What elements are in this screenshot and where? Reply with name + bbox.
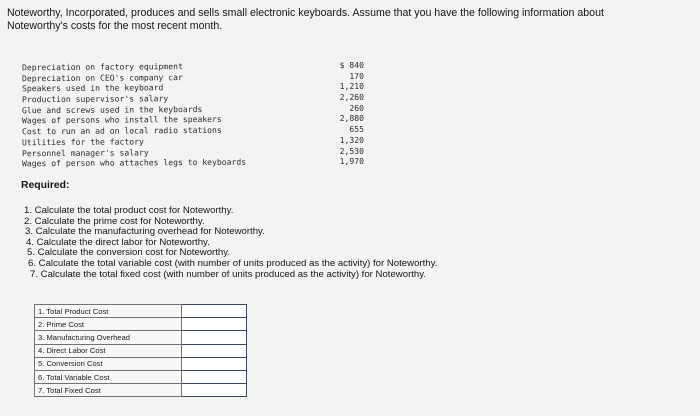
cost-item-label: Wages of persons who install the speakers <box>21 114 222 126</box>
cost-item-value: 2,530 <box>339 145 365 156</box>
answer-row-label: 5. Conversion Cost <box>35 357 182 370</box>
answer-input-total-variable-cost[interactable] <box>182 370 247 383</box>
question-item: 3. Calculate the manufacturing overhead for Noteworthy. <box>25 226 265 238</box>
question-item: 6. Calculate the total variable cost (with number of units produced as the activity) for Noteworthy. <box>28 257 438 269</box>
answer-input-manufacturing-overhead[interactable] <box>182 331 247 344</box>
answer-table <box>34 304 247 397</box>
answer-row-label: 4. Direct Labor Cost <box>35 344 182 357</box>
cost-item-value: 260 <box>349 102 365 113</box>
cost-item-value: 170 <box>349 70 365 81</box>
answer-row <box>35 305 247 318</box>
cost-item-label: Speakers used in the keyboard <box>21 82 164 94</box>
cost-item-value: 1,970 <box>339 156 365 167</box>
cost-item-value: $ 840 <box>339 59 365 71</box>
question-item: 1. Calculate the total product cost for Noteworthy. <box>24 205 234 216</box>
cost-item <box>22 156 372 169</box>
cost-item-value: 2,260 <box>339 91 365 103</box>
cost-item-label: Wages of person who attaches legs to keyboards <box>21 156 247 169</box>
answer-row-label: 1. Total Product Cost <box>35 305 182 318</box>
required-heading: Required: <box>21 180 70 191</box>
cost-item-label: Cost to run an ad on local radio stations <box>21 124 222 137</box>
answer-input-total-fixed-cost[interactable] <box>182 384 247 397</box>
answer-input-conversion-cost[interactable] <box>182 357 247 370</box>
cost-item-label: Utilities for the factory <box>21 136 144 148</box>
cost-item-label: Depreciation on factory equipment <box>21 61 183 73</box>
cost-item-value: 1,210 <box>339 81 365 92</box>
answer-input-direct-labor-cost[interactable] <box>182 344 247 357</box>
answer-row-label: 7. Total Fixed Cost <box>35 384 182 397</box>
answer-input-total-product-cost[interactable] <box>182 305 247 318</box>
answer-row <box>35 331 247 344</box>
question-item: 4. Calculate the direct labor for Noteworthy. <box>26 236 210 248</box>
cost-item-label: Depreciation on CEO's company car <box>21 71 183 83</box>
problem-intro <box>7 7 677 33</box>
answer-row <box>35 344 247 357</box>
answer-input-prime-cost[interactable] <box>182 318 247 331</box>
cost-data-list <box>22 61 372 168</box>
answer-row-label: 3. Manufacturing Overhead <box>35 331 182 344</box>
cost-item-value: 655 <box>349 123 365 135</box>
cost-item-label: Production supervisor's salary <box>21 93 169 105</box>
answer-row-label: 6. Total Variable Cost <box>35 370 182 383</box>
cost-item-value: 1,320 <box>339 134 365 145</box>
question-item: 7. Calculate the total fixed cost (with number of units produced as the activity) for Noteworthy. <box>30 268 427 280</box>
answer-row <box>35 370 247 383</box>
question-item: 5. Calculate the conversion cost for Noteworthy. <box>27 247 230 259</box>
question-list <box>22 206 622 280</box>
intro-line-1: Noteworthy, Incorporated, produces and sells small electronic keyboards. Assume that you have the following information about <box>7 7 604 19</box>
answer-row <box>35 318 247 331</box>
question-item: 2. Calculate the prime cost for Noteworthy. <box>24 215 205 227</box>
answer-row <box>35 357 247 370</box>
answer-row <box>35 384 247 397</box>
intro-line-2: Noteworthy's costs for the most recent month. <box>7 20 223 32</box>
cost-item-value: 2,880 <box>339 113 365 124</box>
cost-item-label: Personnel manager's salary <box>21 146 149 158</box>
cost-item-label: Glue and screws used in the keyboards <box>21 103 203 115</box>
answer-row-label: 2. Prime Cost <box>35 318 182 331</box>
